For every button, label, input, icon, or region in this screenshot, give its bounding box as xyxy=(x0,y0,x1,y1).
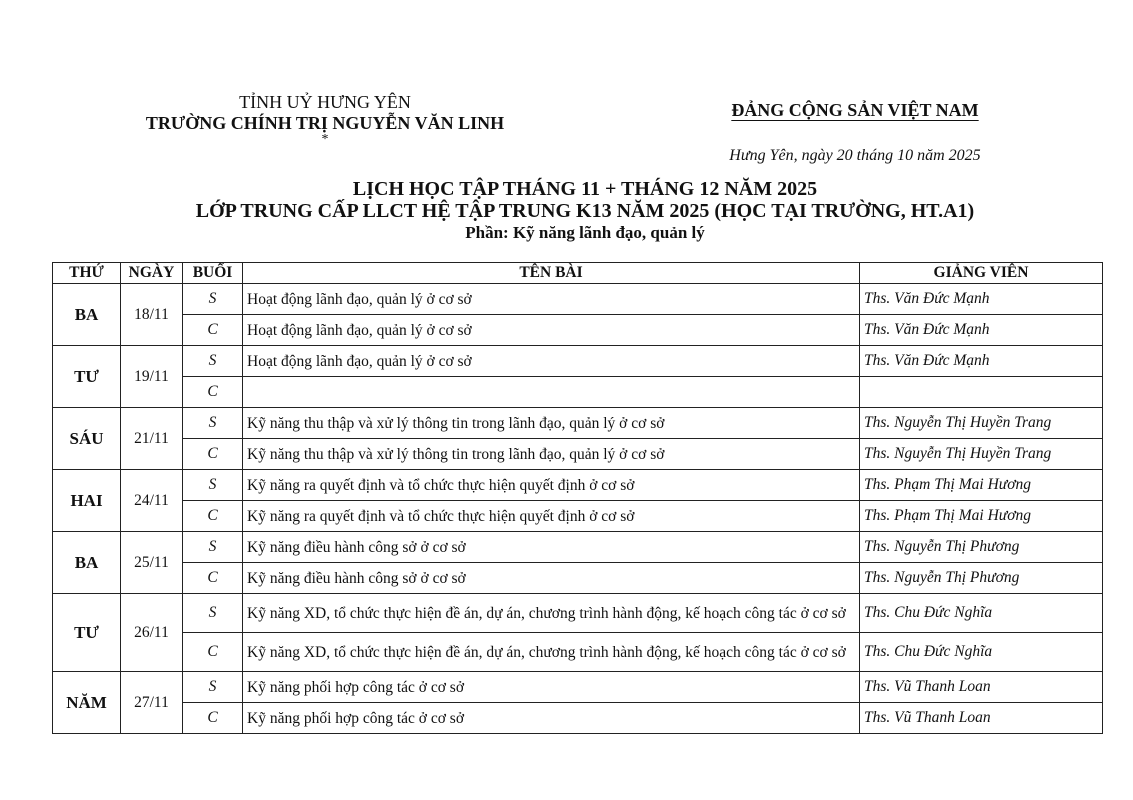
teacher-cell: Ths. Nguyễn Thị Huyền Trang xyxy=(860,439,1103,470)
session-cell: S xyxy=(183,408,243,439)
school-name: TRƯỜNG CHÍNH TRỊ NGUYỄN VĂN LINH xyxy=(145,113,505,133)
table-row xyxy=(53,346,1103,377)
table-row xyxy=(53,532,1103,563)
table-row xyxy=(53,672,1103,703)
day-cell: TƯ xyxy=(53,594,121,672)
table-row xyxy=(53,470,1103,501)
session-cell: C xyxy=(183,703,243,734)
lesson-cell: Kỹ năng điều hành công sở ở cơ sở xyxy=(243,532,860,563)
session-cell: S xyxy=(183,672,243,703)
table-row xyxy=(53,408,1103,439)
session-cell: C xyxy=(183,439,243,470)
lesson-cell: Hoạt động lãnh đạo, quản lý ở cơ sở xyxy=(243,284,860,315)
session-cell: C xyxy=(183,633,243,672)
date-cell: 25/11 xyxy=(121,532,183,594)
header-teacher: GIẢNG VIÊN xyxy=(860,263,1103,284)
lesson-cell xyxy=(243,377,860,408)
teacher-cell: Ths. Văn Đức Mạnh xyxy=(860,315,1103,346)
lesson-cell: Kỹ năng ra quyết định và tổ chức thực hiện quyết định ở cơ sở xyxy=(243,470,860,501)
date-cell: 26/11 xyxy=(121,594,183,672)
party-name: ĐẢNG CỘNG SẢN VIỆT NAM xyxy=(731,100,979,120)
day-cell: BA xyxy=(53,532,121,594)
date-cell: 27/11 xyxy=(121,672,183,734)
province-committee: TỈNH UỶ HƯNG YÊN xyxy=(239,92,411,112)
session-cell: S xyxy=(183,346,243,377)
teacher-cell: Ths. Chu Đức Nghĩa xyxy=(860,633,1103,672)
lesson-cell: Kỹ năng thu thập và xử lý thông tin trong lãnh đạo, quản lý ở cơ sở xyxy=(243,439,860,470)
title-line-3: Phần: Kỹ năng lãnh đạo, quản lý xyxy=(465,223,705,242)
header-day: THỨ xyxy=(53,263,121,284)
teacher-cell xyxy=(860,377,1103,408)
session-cell: S xyxy=(183,594,243,633)
session-cell: S xyxy=(183,284,243,315)
teacher-cell: Ths. Văn Đức Mạnh xyxy=(860,346,1103,377)
teacher-cell: Ths. Văn Đức Mạnh xyxy=(860,284,1103,315)
lesson-cell: Hoạt động lãnh đạo, quản lý ở cơ sở xyxy=(243,315,860,346)
lesson-cell: Kỹ năng phối hợp công tác ở cơ sở xyxy=(243,703,860,734)
table-row xyxy=(53,284,1103,315)
day-cell: HAI xyxy=(53,470,121,532)
day-cell: BA xyxy=(53,284,121,346)
table-row xyxy=(53,594,1103,633)
session-cell: C xyxy=(183,377,243,408)
lesson-cell: Kỹ năng XD, tổ chức thực hiện đề án, dự án, chương trình hành động, kế hoạch công tác ở cơ sở xyxy=(243,633,860,672)
teacher-cell: Ths. Nguyễn Thị Phương xyxy=(860,563,1103,594)
day-cell: TƯ xyxy=(53,346,121,408)
lesson-cell: Hoạt động lãnh đạo, quản lý ở cơ sở xyxy=(243,346,860,377)
table-row xyxy=(53,703,1103,734)
teacher-cell: Ths. Nguyễn Thị Huyền Trang xyxy=(860,408,1103,439)
table-row xyxy=(53,633,1103,672)
teacher-cell: Ths. Vũ Thanh Loan xyxy=(860,672,1103,703)
table-row xyxy=(53,377,1103,408)
session-cell: S xyxy=(183,532,243,563)
teacher-cell: Ths. Phạm Thị Mai Hương xyxy=(860,501,1103,532)
session-cell: C xyxy=(183,563,243,594)
schedule-body xyxy=(53,284,1103,734)
place-date: Hưng Yên, ngày 20 tháng 10 năm 2025 xyxy=(729,147,981,164)
header-session: BUỔI xyxy=(183,263,243,284)
date-cell: 18/11 xyxy=(121,284,183,346)
table-row xyxy=(53,439,1103,470)
session-cell: C xyxy=(183,501,243,532)
schedule-table xyxy=(52,262,1103,734)
header-date: NGÀY xyxy=(121,263,183,284)
table-row xyxy=(53,563,1103,594)
header-lesson: TÊN BÀI xyxy=(243,263,860,284)
date-cell: 24/11 xyxy=(121,470,183,532)
day-cell: NĂM xyxy=(53,672,121,734)
session-cell: C xyxy=(183,315,243,346)
teacher-cell: Ths. Chu Đức Nghĩa xyxy=(860,594,1103,633)
table-row xyxy=(53,501,1103,532)
teacher-cell: Ths. Phạm Thị Mai Hương xyxy=(860,470,1103,501)
lesson-cell: Kỹ năng phối hợp công tác ở cơ sở xyxy=(243,672,860,703)
date-cell: 19/11 xyxy=(121,346,183,408)
table-header-row xyxy=(53,263,1103,284)
lesson-cell: Kỹ năng XD, tổ chức thực hiện đề án, dự án, chương trình hành động, kế hoạch công tác ở cơ sở xyxy=(243,594,860,633)
table-row xyxy=(53,315,1103,346)
lesson-cell: Kỹ năng điều hành công sở ở cơ sở xyxy=(243,563,860,594)
day-cell: SÁU xyxy=(53,408,121,470)
title-line-2: LỚP TRUNG CẤP LLCT HỆ TẬP TRUNG K13 NĂM 2025 (HỌC TẠI TRƯỜNG, HT.A1) xyxy=(195,200,975,222)
teacher-cell: Ths. Nguyễn Thị Phương xyxy=(860,532,1103,563)
issuer-block xyxy=(120,92,530,146)
date-cell: 21/11 xyxy=(121,408,183,470)
document-title xyxy=(100,178,1070,244)
lesson-cell: Kỹ năng ra quyết định và tổ chức thực hiện quyết định ở cơ sở xyxy=(243,501,860,532)
teacher-cell: Ths. Vũ Thanh Loan xyxy=(860,703,1103,734)
title-line-1: LỊCH HỌC TẬP THÁNG 11 + THÁNG 12 NĂM 2025 xyxy=(352,178,818,200)
lesson-cell: Kỹ năng thu thập và xử lý thông tin trong lãnh đạo, quản lý ở cơ sở xyxy=(243,408,860,439)
party-block xyxy=(700,100,1010,165)
session-cell: S xyxy=(183,470,243,501)
asterisk-mark: * xyxy=(321,132,329,147)
